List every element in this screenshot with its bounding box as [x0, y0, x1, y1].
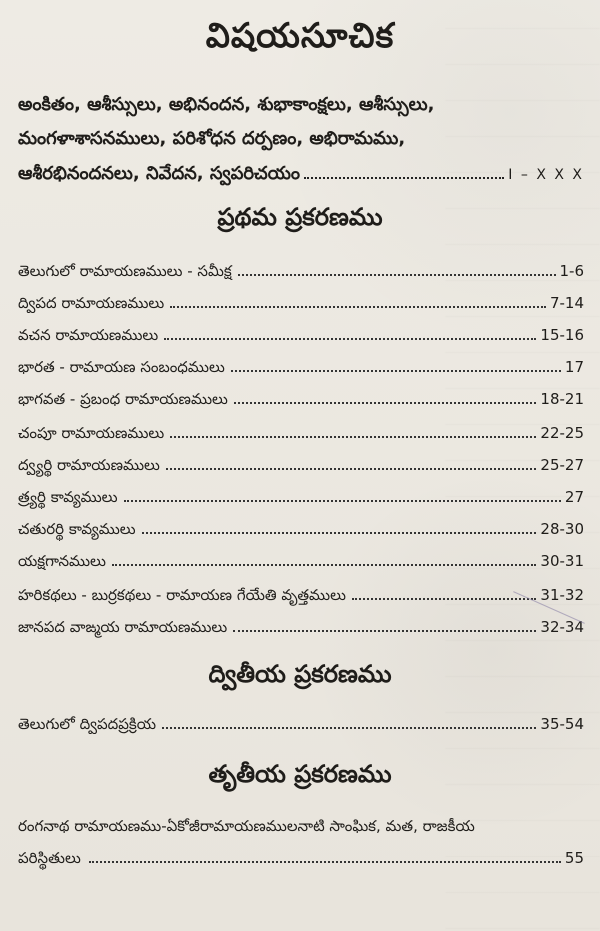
- toc-pages: 35-54: [540, 715, 584, 733]
- toc-paragraph-line-2: [18, 849, 584, 869]
- toc-leader: [124, 500, 561, 502]
- section-heading-first: ప్రథమ ప్రకరణము: [217, 203, 383, 231]
- toc-row: [18, 424, 584, 448]
- toc-leader: [142, 532, 537, 534]
- page-title: విషయసూచిక: [205, 16, 395, 56]
- toc-pages: 27: [564, 488, 584, 506]
- toc-label: భాగవత - ప్రబంధ రామాయణములు: [18, 390, 228, 408]
- intro-leader: [304, 177, 504, 179]
- toc-pages: 28-30: [540, 520, 584, 538]
- toc-label: చంపూ రామాయణములు: [18, 424, 165, 442]
- toc-label: వచన రామాయణములు: [18, 326, 159, 344]
- toc-pages: 1-6: [559, 262, 584, 280]
- toc-leader: [89, 861, 561, 863]
- toc-label: భారత - రామాయణ సంబంధములు: [18, 358, 225, 376]
- toc-pages: 7-14: [549, 294, 584, 312]
- toc-leader: [231, 370, 561, 372]
- toc-pages: 18-21: [540, 390, 584, 408]
- toc-row: [18, 456, 584, 480]
- toc-pages: 17: [564, 358, 584, 376]
- toc-row: [18, 358, 584, 382]
- toc-row: [18, 552, 584, 576]
- toc-row: [18, 294, 584, 318]
- toc-leader: [164, 338, 536, 340]
- toc-row: [18, 715, 584, 739]
- toc-label: చతురర్థి కావ్యములు: [18, 520, 136, 538]
- toc-label: తెలుగులో రామాయణములు - సమీక్ష: [18, 262, 232, 280]
- toc-row: [18, 488, 584, 512]
- toc-leader: [234, 402, 537, 404]
- toc-pages: 22-25: [540, 424, 584, 442]
- toc-pages: 30-31: [540, 552, 584, 570]
- toc-row: [18, 326, 584, 350]
- toc-label: హరికథలు - బుర్రకథలు - రామాయణ గేయేతి వృత్తములు: [18, 586, 346, 604]
- toc-paragraph-line-1: రంగనాథ రామాయణము-ఏకోజీరామాయణములనాటి సాంఘిక, మత, రాజకీయ: [18, 817, 475, 835]
- toc-label: యక్షగానములు: [18, 552, 106, 570]
- toc-label: ద్విపద రామాయణములు: [18, 294, 165, 312]
- intro-line-3: [18, 163, 584, 185]
- intro-page-ref: I – X X X: [508, 167, 584, 183]
- section-heading-third: తృతీయ ప్రకరణము: [208, 760, 392, 788]
- toc-pages: 25-27: [540, 456, 584, 474]
- toc-pages: 31-32: [540, 586, 584, 604]
- toc-leader: [352, 598, 536, 600]
- intro-line-3-text: ఆశీరభినందనలు, నివేదన, స్వపరిచయం: [18, 163, 301, 184]
- toc-pages: 15-16: [540, 326, 584, 344]
- section-heading-second: ద్వితీయ ప్రకరణము: [208, 660, 392, 688]
- toc-leader: [112, 564, 537, 566]
- toc-leader: [170, 306, 546, 308]
- toc-leader: [170, 436, 536, 438]
- intro-line-1: అంకితం, ఆశీస్సులు, అభినందన, శుభాకాంక్షలు, ఆశీస్సులు,: [18, 94, 435, 115]
- toc-row: [18, 262, 584, 286]
- toc-leader: [166, 468, 537, 470]
- toc-paragraph-text: పరిస్థితులు: [18, 849, 81, 867]
- toc-row: [18, 586, 584, 610]
- toc-pages: 55: [564, 849, 584, 867]
- toc-leader: [238, 274, 556, 276]
- toc-label: త్ర్యర్థి కావ్యములు: [18, 488, 118, 506]
- intro-line-2: మంగళాశాసనములు, పరిశోధన దర్పణం, అభిరామము,: [18, 128, 406, 149]
- toc-row: [18, 390, 584, 414]
- toc-leader: [162, 727, 536, 729]
- toc-label: ద్వ్యర్థి రామాయణములు: [18, 456, 160, 474]
- toc-pages: 32-34: [540, 618, 584, 636]
- toc-row: [18, 520, 584, 544]
- toc-label: జానపద వాఙ్మయ రామాయణములు: [18, 618, 228, 636]
- toc-label: తెలుగులో ద్విపదప్రక్రియ: [18, 715, 157, 733]
- toc-leader: [233, 630, 536, 632]
- toc-row: [18, 618, 584, 642]
